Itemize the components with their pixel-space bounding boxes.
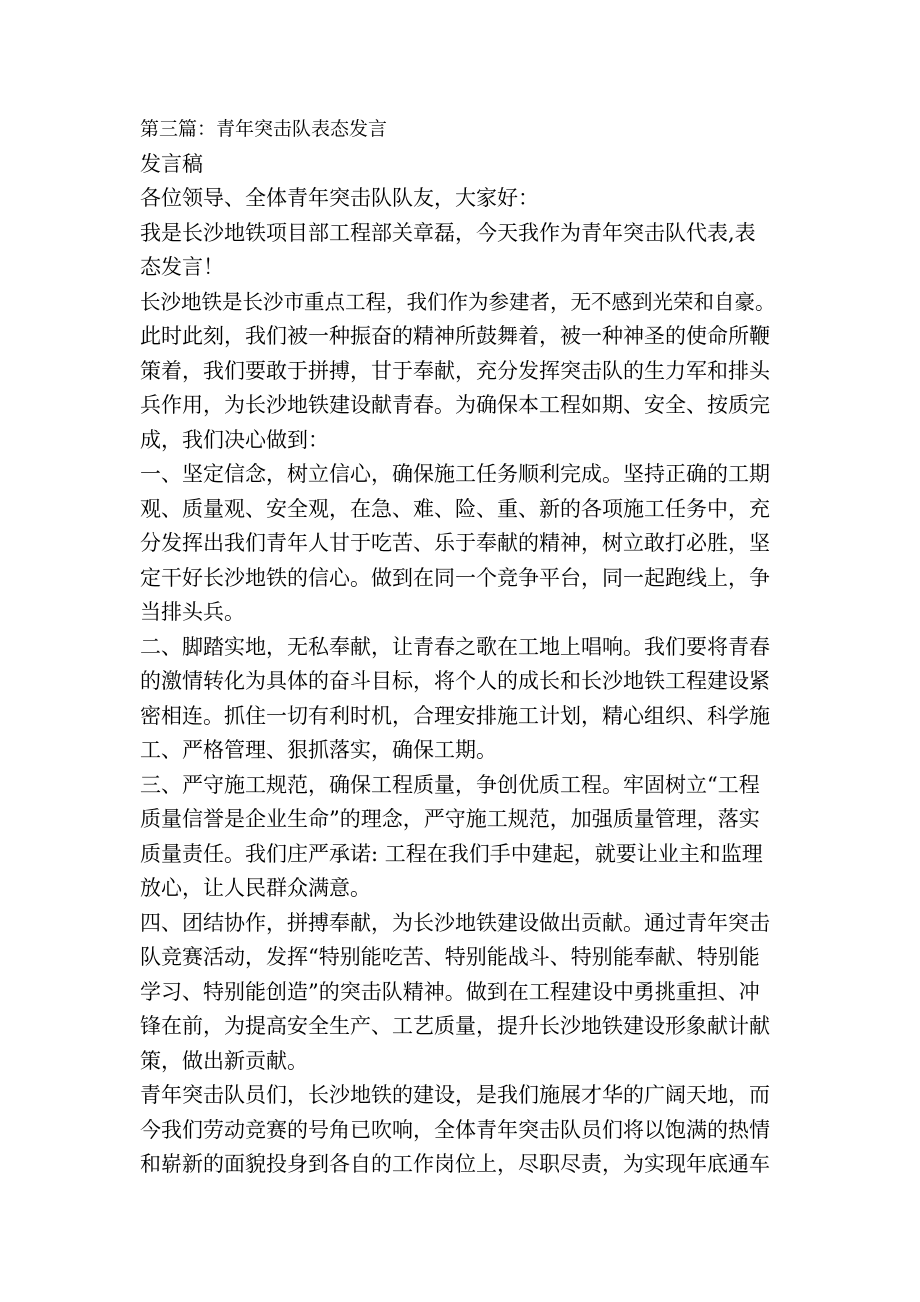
text-line: 发言稿 xyxy=(140,151,203,176)
text-line: 学习、特别能创造”的突击队精神。做到在工程建设中勇挑重担、冲 xyxy=(140,979,760,1004)
text-line: 队竞赛活动，发挥“特别能吃苦、特别能战斗、特别能奉献、特别能 xyxy=(140,945,760,969)
text-line: 密相连。抓住一切有利时机，合理安排施工计划，精心组织、科学施 xyxy=(140,703,770,728)
text-line: 锋在前，为提高安全生产、工艺质量，提升长沙地铁建设形象献计献 xyxy=(140,1014,770,1038)
text-line: 工、严格管理、狠抓落实，确保工期。 xyxy=(140,738,497,762)
document-title: 第三篇：青年突击队表态发言 xyxy=(140,118,388,140)
text-line: 和崭新的面貌投身到各自的工作岗位上，尽职尽责，为实现年底通车 xyxy=(140,1152,770,1176)
text-line: 兵作用，为长沙地铁建设献青春。为确保本工程如期、安全、按质完 xyxy=(140,393,770,417)
text-line: 策，做出新贡献。 xyxy=(140,1048,308,1073)
text-line: 分发挥出我们青年人甘于吃苦、乐于奉献的精神，树立敢打必胜，坚 xyxy=(140,531,770,555)
text-line: 各位领导、全体青年突击队队友，大家好： xyxy=(140,186,539,210)
text-line: 的激情转化为具体的奋斗目标，将个人的成长和长沙地铁工程建设紧 xyxy=(140,669,770,693)
text-line: 态发言！ xyxy=(140,255,224,279)
text-line: 定干好长沙地铁的信心。做到在同一个竞争平台，同一起跑线上，争 xyxy=(140,565,770,590)
text-line: 长沙地铁是长沙市重点工程，我们作为参建者，无不感到光荣和自豪。 xyxy=(140,289,776,314)
text-line: 二、脚踏实地，无私奉献，让青春之歌在工地上唱响。我们要将青春 xyxy=(140,634,770,659)
text-line: 当排头兵。 xyxy=(140,600,245,624)
text-line: 青年突击队员们，长沙地铁的建设，是我们施展才华的广阔天地，而 xyxy=(140,1083,770,1107)
text-line: 成，我们决心做到： xyxy=(140,427,329,452)
text-line: 策着，我们要敢于拼搏，甘于奉献，充分发挥突击队的生力军和排头 xyxy=(140,358,770,383)
text-line: 观、质量观、安全观，在急、难、险、重、新的各项施工任务中，充 xyxy=(140,496,770,521)
text-line: 四、团结协作，拼搏奉献，为长沙地铁建设做出贡献。通过青年突击 xyxy=(140,910,770,935)
text-line: 一、坚定信念，树立信心，确保施工任务顺利完成。坚持正确的工期 xyxy=(140,462,770,486)
text-line: 今我们劳动竞赛的号角已吹响，全体青年突击队员们将以饱满的热情 xyxy=(140,1117,770,1142)
text-line: 质量信誉是企业生命”的理念，严守施工规范，加强质量管理，落实 xyxy=(140,807,760,831)
document-page xyxy=(140,112,785,1182)
text-line: 放心，让人民群众满意。 xyxy=(140,876,371,900)
text-line: 质量责任。我们庄严承诺: 工程在我们手中建起，就要让业主和监理 xyxy=(140,841,763,866)
document-body xyxy=(140,147,785,1182)
text-line: 我是长沙地铁项目部工程部关章磊，今天我作为青年突击队代表,表 xyxy=(140,220,756,245)
text-line: 此时此刻，我们被一种振奋的精神所鼓舞着，被一种神圣的使命所鞭 xyxy=(140,324,770,348)
text-line: 三、严守施工规范，确保工程质量，争创优质工程。牢固树立“工程 xyxy=(140,772,760,797)
